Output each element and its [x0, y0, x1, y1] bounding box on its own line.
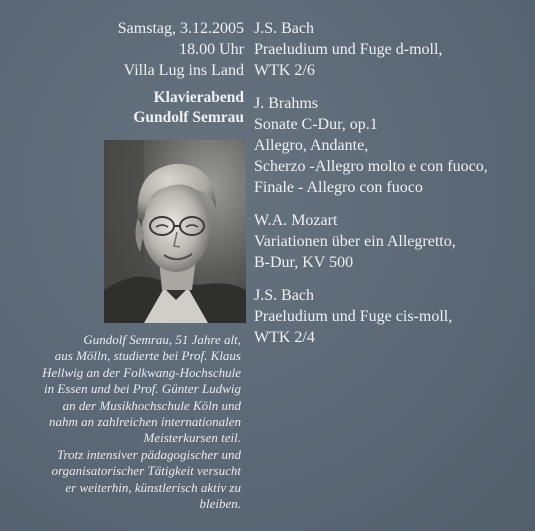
- left-column: [0, 0, 244, 531]
- program-list: [254, 18, 534, 360]
- concert-title: [4, 88, 244, 128]
- program-item: [254, 285, 534, 348]
- composer-name: J.S. Bach: [254, 287, 314, 304]
- performer-name: Gundolf Semrau: [133, 109, 244, 126]
- work-line: B-Dur, KV 500: [254, 254, 354, 271]
- work-line: Sonate C-Dur, op.1: [254, 116, 378, 133]
- bio-line: organisatorischer Tätigkeit versucht: [51, 463, 241, 479]
- composer-name: J. Brahms: [254, 95, 318, 112]
- program-item: [254, 210, 534, 273]
- bio-line: Meisterkursen teil.: [143, 430, 241, 446]
- bio-line: an der Musikhochschule Köln und: [62, 397, 241, 413]
- composer-name: J.S. Bach: [254, 20, 314, 37]
- bio-line: Trotz intensiver pädagogischer und: [56, 446, 241, 462]
- bio-line: Hellwig an der Folkwang-Hochschule: [42, 364, 241, 380]
- concert-title-line1: Klavierabend: [153, 89, 244, 106]
- event-venue: Villa Lug ins Land: [123, 62, 244, 79]
- work-line: WTK 2/6: [254, 62, 315, 79]
- event-date: Samstag, 3.12.2005: [117, 20, 244, 37]
- work-line: Allegro, Andante,: [254, 137, 369, 154]
- bio-line: Gundolf Semrau, 51 Jahre alt,: [83, 332, 241, 347]
- event-time: 18.00 Uhr: [179, 41, 244, 58]
- work-line: Variationen über ein Allegretto,: [254, 233, 456, 250]
- event-info: [4, 18, 244, 81]
- performer-biography: [0, 332, 241, 512]
- bio-line: er weiterhin, künstlerisch aktiv zu: [65, 479, 241, 495]
- bio-line: in Essen und bei Prof. Günter Ludwig: [43, 381, 241, 397]
- program-item: [254, 93, 534, 198]
- program-item: [254, 18, 534, 81]
- work-line: Praeludium und Fuge cis-moll,: [254, 308, 453, 325]
- work-line: Praeludium und Fuge d-moll,: [254, 41, 443, 58]
- work-line: Scherzo -Allegro molto e con fuoco,: [254, 158, 488, 175]
- bio-line: bleiben.: [199, 496, 241, 512]
- bio-line: aus Mölln, studierte bei Prof. Klaus: [54, 348, 241, 364]
- portrait-image: [104, 140, 246, 323]
- performer-photo: [104, 140, 246, 323]
- work-line: WTK 2/4: [254, 329, 315, 346]
- work-line: Finale - Allegro con fuoco: [254, 179, 423, 196]
- composer-name: W.A. Mozart: [254, 212, 338, 229]
- bio-line: nahm an zahlreichen internationalen: [49, 414, 241, 430]
